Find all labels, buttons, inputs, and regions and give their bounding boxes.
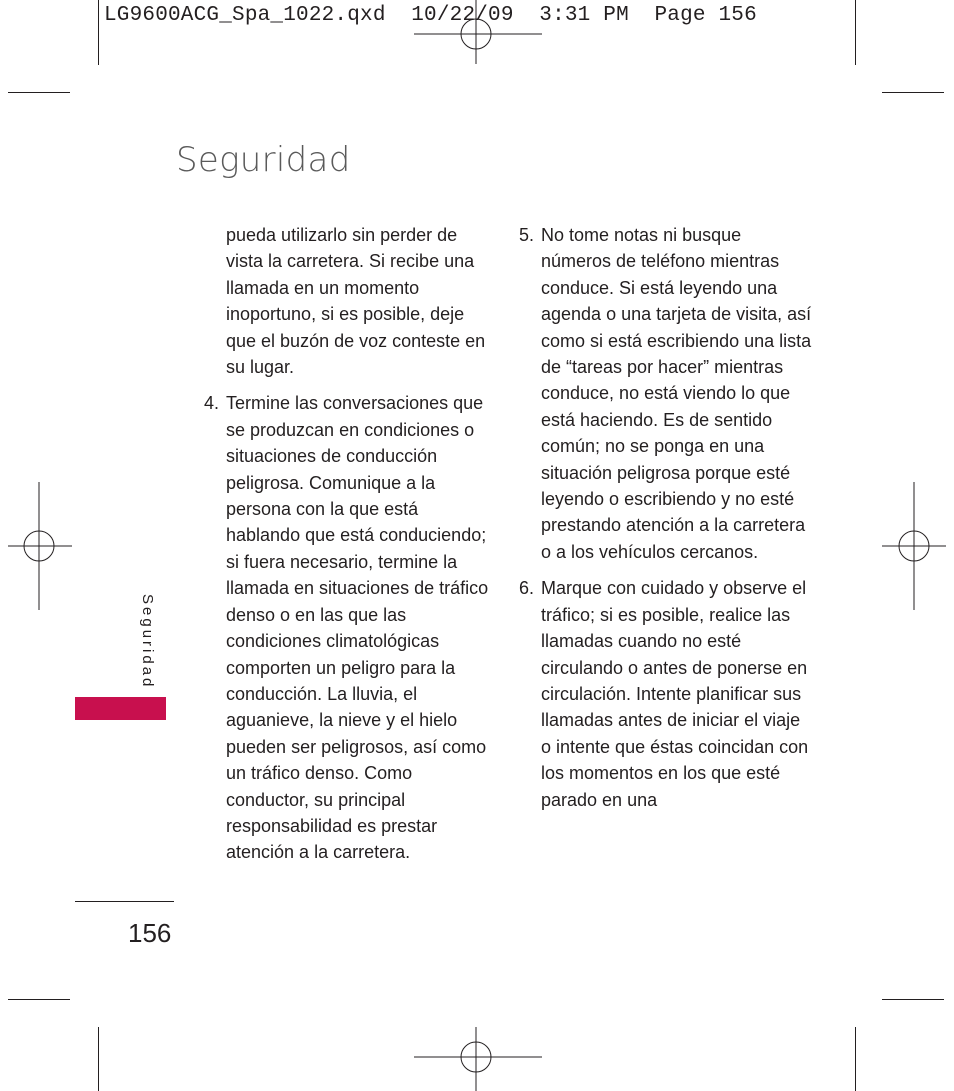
continuation-paragraph: pueda utilizarlo sin perder de vista la carretera. Si recibe una llamada en un momento inoportuno, si es posible, deje que el buzón de voz conteste en su lugar. xyxy=(226,225,486,378)
crop-mark xyxy=(855,1027,856,1091)
list-text: Termine las conversaciones que se produzcan en condiciones o situaciones de conducción peligrosa. Comunique a la persona con la que está hablando que está conduciendo; si fuera necesario, termine la llamada en situaciones de tráfico denso o en las que las condiciones climatológicas comporten un peligro para la conducción. La lluvia, el aguanieve, la nieve y el hielo pueden ser peligrosos, así como un tráfico denso. Como conductor, su principal responsabilidad es prestar atención a la carretera. xyxy=(226,393,489,863)
registration-mark-bottom xyxy=(414,1027,542,1091)
crop-mark xyxy=(98,0,99,65)
page-title: Seguridad xyxy=(176,140,351,180)
print-slug: LG9600ACG_Spa_1022.qxd 10/22/09 3:31 PM Page 156 xyxy=(104,4,757,27)
list-item xyxy=(204,390,494,865)
list-text: Marque con cuidado y observe el tráfico; si es posible, realice las llamadas cuando no esté circulando o antes de ponerse en circulación. Intente planificar sus llamadas antes de iniciar el viaje o intente que éstas coincidan con los momentos en los que esté parado en una xyxy=(541,578,809,810)
list-item xyxy=(519,222,814,565)
list-number: 5. xyxy=(519,225,535,245)
crop-mark xyxy=(98,1027,99,1091)
section-tab xyxy=(75,697,166,720)
list-number: 6. xyxy=(519,578,535,599)
crop-mark xyxy=(855,0,856,65)
section-side-label: Seguridad xyxy=(139,594,156,690)
registration-mark-right xyxy=(882,482,946,610)
page-number: 156 xyxy=(128,918,172,948)
footer-rule xyxy=(75,901,174,902)
registration-mark-left xyxy=(8,482,72,610)
list-number: 4. xyxy=(204,393,220,414)
left-column xyxy=(204,222,494,876)
crop-mark xyxy=(882,92,944,93)
crop-mark xyxy=(8,92,70,93)
list-text: No tome notas ni busque números de teléfono mientras conduce. Si está leyendo una agenda o una tarjeta de visita, así como si está escribiendo una lista de “tareas por hacer” mientras conduce, no está viendo lo que está haciendo. Es de sentido común; no se ponga en una situación peligrosa porque esté leyendo o escribiendo y no esté prestando atención a la carretera o a los vehículos cercanos. xyxy=(541,225,812,562)
right-column xyxy=(519,222,814,823)
crop-mark xyxy=(882,999,944,1000)
crop-mark xyxy=(8,999,70,1000)
list-item xyxy=(519,575,814,813)
